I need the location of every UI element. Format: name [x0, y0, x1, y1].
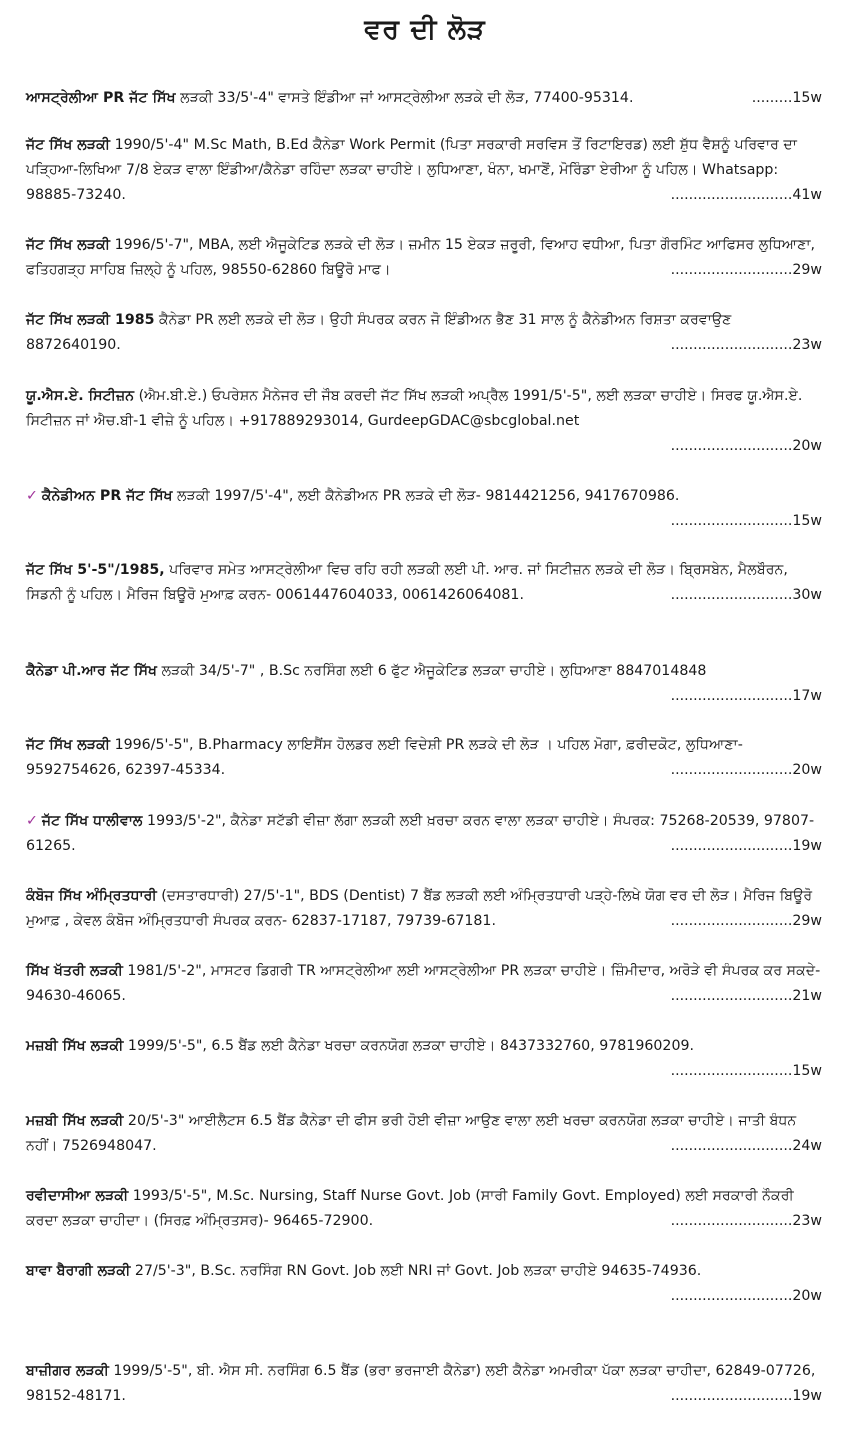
ad-text: (ਦਸਤਾਰਧਾਰੀ) 27/5'-1", BDS (Dentist) 7 ਬੈਂਡ ਲੜਕੀ ਲਈ ਅੰਮ੍ਰਿਤਧਾਰੀ ਪੜ੍ਹੇ-ਲਿਖੇ ਯੋਗ ਵਰ ਦੀ ਲੋੜ। ਮੈਰਿਜ ਬਿਊਰੋ ਮੁਆਫ਼ , ਕੇਵਲ ਕੰਬੋਜ ਅੰਮ੍ਰਿਤਧਾਰੀ ਸੰਪਰਕ ਕਰਨ- 62837-17187, 79739-67181. [26, 888, 813, 929]
matrimonial-ad [26, 1184, 822, 1234]
matrimonial-ad [26, 558, 822, 608]
ad-text: 1981/5'-2", ਮਾਸਟਰ ਡਿਗਰੀ TR ਆਸਟ੍ਰੇਲੀਆ ਲਈ ਆਸਟ੍ਰੇਲੀਆ PR ਲੜਕਾ ਚਾਹੀਏ। ਜ਼ਿੰਮੀਦਾਰ, ਅਰੋੜੇ ਵੀ ਸੰਪਰਕ ਕਰ ਸਕਦੇ- 94630-46065. [26, 963, 821, 1004]
checkmark-icon: ✓ [26, 488, 38, 504]
ad-code: ...........................23w [670, 337, 822, 353]
matrimonial-ad [26, 733, 822, 783]
matrimonial-ad [26, 86, 822, 111]
matrimonial-ad [26, 809, 822, 859]
ad-heading: ਰਵੀਦਾਸੀਆ ਲੜਕੀ [26, 1188, 129, 1204]
ad-code: ...........................17w [670, 688, 822, 704]
ad-code: ...........................29w [670, 913, 822, 929]
ad-heading: ਬਾਜ਼ੀਗਰ ਲੜਕੀ [26, 1363, 109, 1379]
matrimonial-ad [26, 1259, 822, 1309]
ad-text: ਲੜਕੀ 34/5'-7" , B.Sc ਨਰਸਿੰਗ ਲਈ 6 ਫੁੱਟ ਐਜੂਕੇਟਿਡ ਲੜਕਾ ਚਾਹੀਏ। ਲੁਧਿਆਣਾ 8847014848 [157, 663, 707, 679]
matrimonial-ad [26, 959, 822, 1009]
ad-text: 27/5'-3", B.Sc. ਨਰਸਿੰਗ RN Govt. Job ਲਈ NRI ਜਾਂ Govt. Job ਲੜਕਾ ਚਾਹੀਏ 94635-74936. [130, 1263, 702, 1279]
ad-code: ...........................20w [670, 438, 822, 454]
ad-code: ...........................19w [670, 1388, 822, 1404]
ad-code: ...........................19w [670, 838, 822, 854]
ad-code: ...........................15w [670, 1063, 822, 1079]
matrimonial-ad [26, 308, 822, 358]
ad-text: ਲੜਕੀ 1997/5'-4", ਲਈ ਕੈਨੇਡੀਅਨ PR ਲੜਕੇ ਦੀ ਲੋੜ- 9814421256, 9417670986. [172, 488, 680, 504]
ad-text: 1999/5'-5", ਬੀ. ਐਸ ਸੀ. ਨਰਸਿੰਗ 6.5 ਬੈਂਡ (ਭਰਾ ਭਰਜਾਈ ਕੈਨੇਡਾ) ਲਈ ਕੈਨੇਡਾ ਅਮਰੀਕਾ ਪੱਕਾ ਲੜਕਾ ਚਾਹੀਦਾ, 62849-07726, 98152-48171. [26, 1363, 816, 1404]
ad-heading: ਮਜ਼ਬੀ ਸਿੱਖ ਲੜਕੀ [26, 1113, 124, 1129]
ad-heading: ਮਜ਼ਬੀ ਸਿੱਖ ਲੜਕੀ [26, 1038, 124, 1054]
matrimonial-ad [26, 133, 822, 208]
ad-text: 1993/5'-5", M.Sc. Nursing, Staff Nurse Govt. Job (ਸਾਰੀ Family Govt. Employed) ਲਈ ਸਰਕਾਰੀ ਨੌਕਰੀ ਕਰਦਾ ਲੜਕਾ ਚਾਹੀਦਾ। (ਸਿਰਫ਼ ਅੰਮ੍ਰਿਤਸਰ)- 96465-72900. [26, 1188, 794, 1229]
ad-code: ...........................20w [670, 1288, 822, 1304]
ad-text: 1996/5'-5", B.Pharmacy ਲਾਇਸੈਂਸ ਹੋਲਡਰ ਲਈ ਵਿਦੇਸ਼ੀ PR ਲੜਕੇ ਦੀ ਲੋੜ । ਪਹਿਲ ਮੋਗਾ, ਫ਼ਰੀਦਕੋਟ, ਲੁਧਿਆਣਾ- 9592754626, 62397-45334. [26, 737, 743, 778]
ad-text: 20/5'-3" ਆਈਲੈਟਸ 6.5 ਬੈਂਡ ਕੈਨੇਡਾ ਦੀ ਫੀਸ ਭਰੀ ਹੋਈ ਵੀਜ਼ਾ ਆਉਣ ਵਾਲਾ ਲਈ ਖਰਚਾ ਕਰਨਯੋਗ ਲੜਕਾ ਚਾਹੀਏ। ਜਾਤੀ ਬੰਧਨ ਨਹੀਂ। 7526948047. [26, 1113, 797, 1154]
ad-text: 1996/5'-7", MBA, ਲਈ ਐਜੂਕੇਟਿਡ ਲੜਕੇ ਦੀ ਲੋੜ। ਜ਼ਮੀਨ 15 ਏਕੜ ਜ਼ਰੂਰੀ, ਵਿਆਹ ਵਧੀਆ, ਪਿਤਾ ਗੌਰਮਿੰਟ ਆਫਿਸਰ ਲੁਧਿਆਣਾ, ਫਤਿਹਗੜ੍ਹ ਸਾਹਿਬ ਜ਼ਿਲ੍ਹੇ ਨੂੰ ਪਹਿਲ, 98550-62860 ਬਿਊਰੋ ਮਾਫ। [26, 237, 816, 278]
ad-heading: ਯੂ.ਐਸ.ਏ. ਸਿਟੀਜ਼ਨ [26, 388, 135, 404]
ad-code: ...........................20w [670, 762, 822, 778]
ad-code: ...........................29w [670, 262, 822, 278]
ad-heading: ਕੈਨੇਡੀਅਨ PR ਜੱਟ ਸਿੱਖ [41, 488, 173, 504]
ad-heading: ਜੱਟ ਸਿੱਖ 5'-5"/1985, [26, 562, 165, 578]
ad-text: 1999/5'-5", 6.5 ਬੈਂਡ ਲਈ ਕੈਨੇਡਾ ਖਰਚਾ ਕਰਨਯੋਗ ਲੜਕਾ ਚਾਹੀਏ। 8437332760, 9781960209. [123, 1038, 695, 1054]
ad-code: ...........................23w [670, 1213, 822, 1229]
matrimonial-ad [26, 384, 822, 459]
matrimonial-ad [26, 484, 822, 534]
ad-heading: ਜੱਟ ਸਿੱਖ ਲੜਕੀ [26, 137, 111, 153]
ad-heading: ਬਾਵਾ ਬੈਰਾਗੀ ਲੜਕੀ [26, 1263, 131, 1279]
ad-heading: ਜੱਟ ਸਿੱਖ ਲੜਕੀ 1985 [26, 312, 155, 328]
ad-heading: ਕੈਨੇਡਾ ਪੀ.ਆਰ ਜੱਟ ਸਿੱਖ [26, 663, 158, 679]
checkmark-icon: ✓ [26, 813, 38, 829]
ad-text: ਪਰਿਵਾਰ ਸਮੇਤ ਆਸਟ੍ਰੇਲੀਆ ਵਿਚ ਰਹਿ ਰਹੀ ਲੜਕੀ ਲਈ ਪੀ. ਆਰ. ਜਾਂ ਸਿਟੀਜ਼ਨ ਲੜਕੇ ਦੀ ਲੋੜ। ਬ੍ਰਿਸਬੇਨ, ਮੈਲਬੌਰਨ, ਸਿਡਨੀ ਨੂੰ ਪਹਿਲ। ਮੈਰਿਜ ਬਿਊਰੋ ਮੁਆਫ਼ ਕਰਨ- 0061447604033, 0061426064081. [26, 562, 788, 603]
ad-code: ...........................30w [670, 587, 822, 603]
matrimonial-ad [26, 1109, 822, 1159]
ad-code: ...........................15w [670, 513, 822, 529]
ad-text: 1993/5'-2", ਕੈਨੇਡਾ ਸਟੱਡੀ ਵੀਜ਼ਾ ਲੱਗਾ ਲੜਕੀ ਲਈ ਖ਼ਰਚਾ ਕਰਨ ਵਾਲਾ ਲੜਕਾ ਚਾਹੀਏ। ਸੰਪਰਕ: 75268-20539, 97807-61265. [26, 813, 815, 854]
ad-code: ...........................21w [670, 988, 822, 1004]
ad-code: .........15w [751, 90, 822, 106]
matrimonial-ad [26, 1359, 822, 1409]
ad-heading: ਜੱਟ ਸਿੱਖ ਲੜਕੀ [26, 737, 111, 753]
ad-text: 1990/5'-4" M.Sc Math, B.Ed ਕੈਨੇਡਾ Work Permit (ਪਿਤਾ ਸਰਕਾਰੀ ਸਰਵਿਸ ਤੋਂ ਰਿਟਾਇਰਡ) ਲਈ ਸ਼ੁੱਧ ਵੈਸ਼ਨੂੰ ਪਰਿਵਾਰ ਦਾ ਪੜ੍ਹਿਆ-ਲਿਖਿਆ 7/8 ਏਕੜ ਵਾਲਾ ਇੰਡੀਆ/ਕੈਨੇਡਾ ਰਹਿੰਦਾ ਲੜਕਾ ਚਾਹੀਏ। ਲੁਧਿਆਣਾ, ਖੰਨਾ, ਖਮਾਣੋਂ, ਮੋਰਿੰਡਾ ਏਰੀਆ ਨੂੰ ਪਹਿਲ। Whatsapp: 98885-73240. [26, 137, 797, 203]
matrimonial-ad [26, 1034, 822, 1084]
ad-text: ਲੜਕੀ 33/5'-4" ਵਾਸਤੇ ਇੰਡੀਆ ਜਾਂ ਆਸਟ੍ਰੇਲੀਆ ਲੜਕੇ ਦੀ ਲੋੜ, 77400-95314. [175, 90, 634, 106]
ad-heading: ਜੱਟ ਸਿੱਖ ਧਾਲੀਵਾਲ [41, 813, 143, 829]
ad-heading: ਕੰਬੋਜ ਸਿੱਖ ਅੰਮ੍ਰਿਤਧਾਰੀ [26, 888, 157, 904]
matrimonial-ad [26, 884, 822, 934]
ad-heading: ਸਿੱਖ ਖੱਤਰੀ ਲੜਕੀ [26, 963, 123, 979]
matrimonial-ad [26, 233, 822, 283]
ad-text: (ਐਮ.ਬੀ.ਏ.) ਓਪਰੇਸ਼ਨ ਮੈਨੇਜਰ ਦੀ ਜੌਬ ਕਰਦੀ ਜੱਟ ਸਿੱਖ ਲੜਕੀ ਅਪ੍ਰੈਲ 1991/5'-5", ਲਈ ਲੜਕਾ ਚਾਹੀਏ। ਸਿਰਫ ਯੂ.ਐਸ.ਏ. ਸਿਟੀਜ਼ਨ ਜਾਂ ਐਚ.ਬੀ-1 ਵੀਜ਼ੇ ਨੂੰ ਪਹਿਲ। +917889293014, GurdeepGDAC@sbcglobal.net [26, 388, 803, 429]
ad-code: ...........................41w [670, 187, 822, 203]
ad-code: ...........................24w [670, 1138, 822, 1154]
page-title: ਵਰ ਦੀ ਲੋੜ [364, 14, 486, 45]
ad-heading: ਜੱਟ ਸਿੱਖ ਲੜਕੀ [26, 237, 111, 253]
ad-heading: ਆਸਟ੍ਰੇਲੀਆ PR ਜੱਟ ਸਿੱਖ [26, 90, 176, 106]
ad-text: ਕੈਨੇਡਾ PR ਲਈ ਲੜਕੇ ਦੀ ਲੋੜ। ਉਹੀ ਸੰਪਰਕ ਕਰਨ ਜੋ ਇੰਡੀਅਨ ਭੈਣ 31 ਸਾਲ ਨੂੰ ਕੈਨੇਡੀਅਨ ਰਿਸ਼ਤਾ ਕਰਵਾਉਣ 8872640190. [26, 312, 732, 353]
matrimonial-ad [26, 659, 822, 709]
